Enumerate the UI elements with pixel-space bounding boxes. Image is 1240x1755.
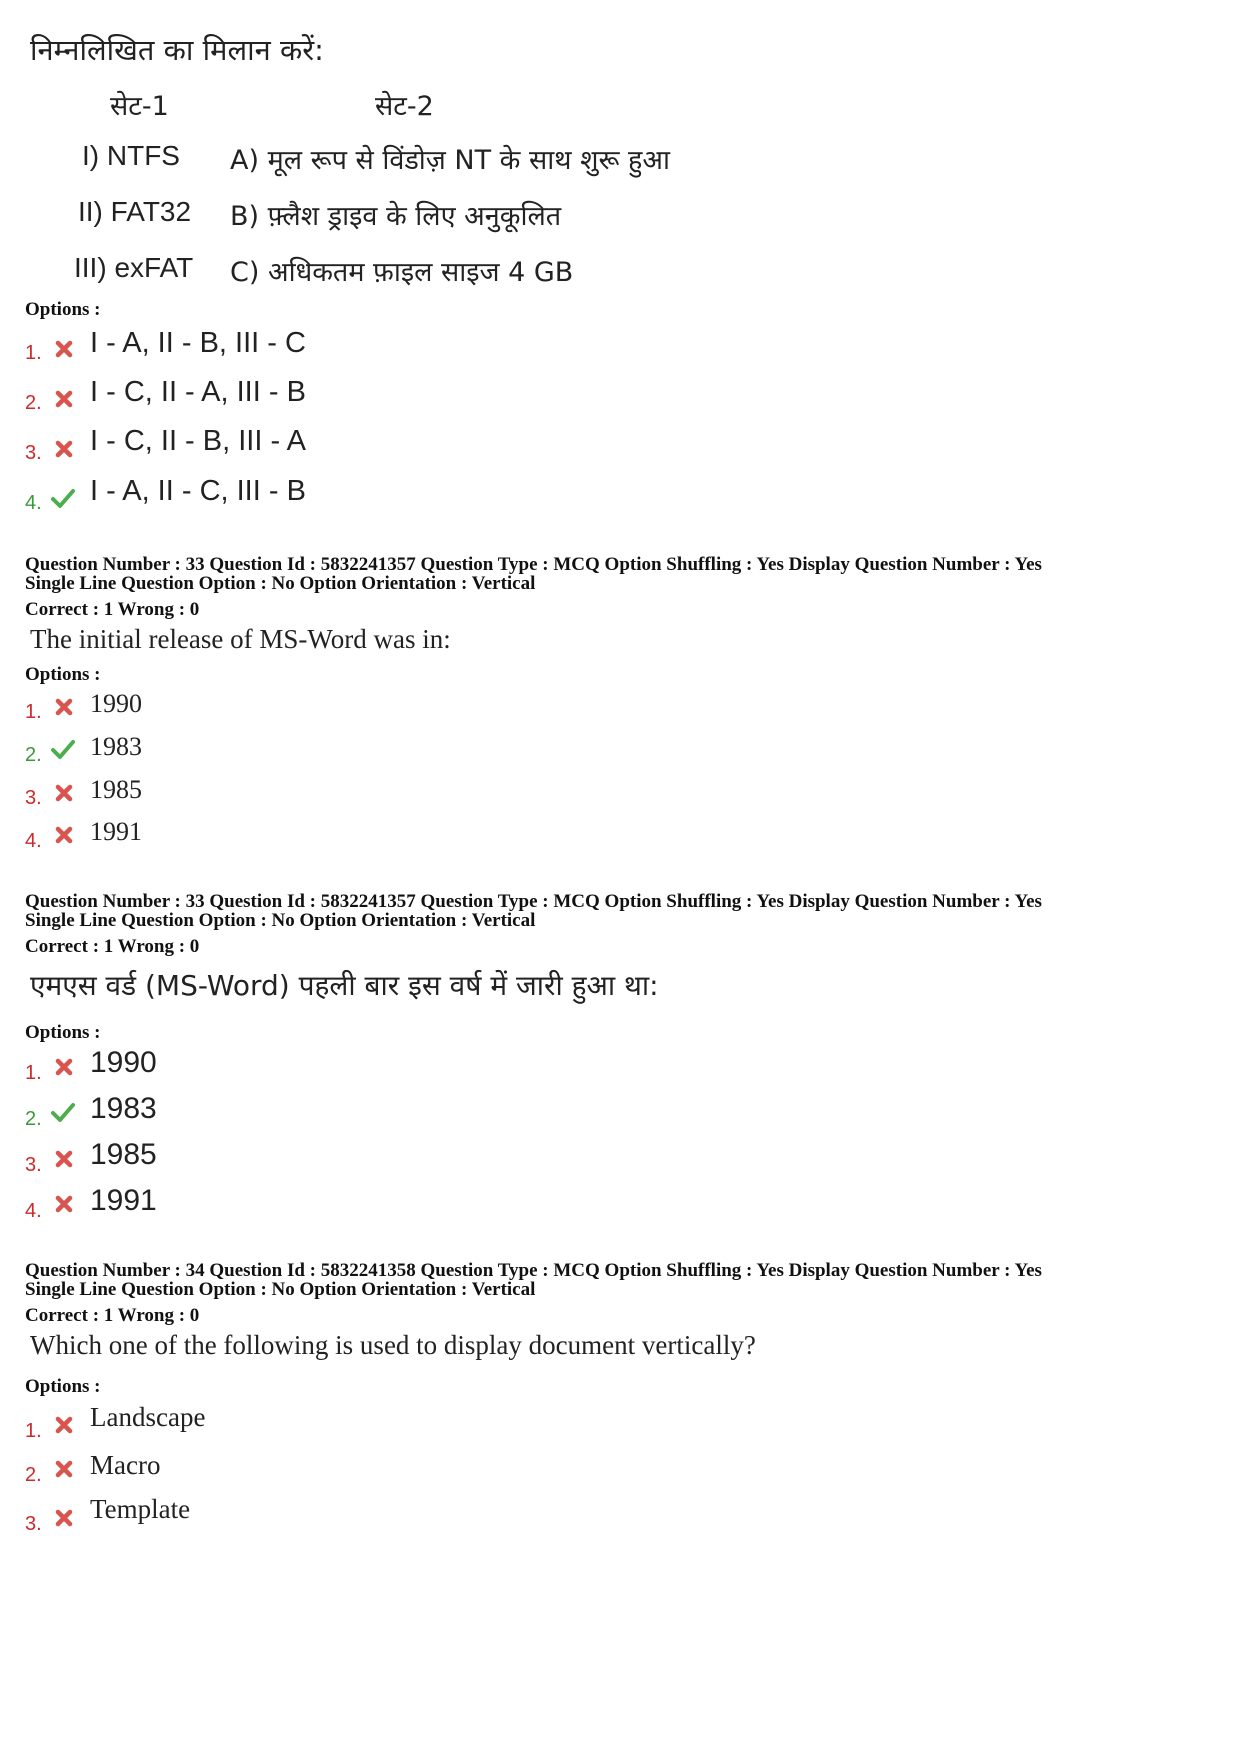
option-number: 3.: [25, 1513, 42, 1535]
option-number: 3.: [25, 1154, 42, 1176]
cross-icon: [54, 1057, 74, 1077]
option-number: 3.: [25, 787, 42, 809]
cross-icon: [54, 697, 74, 717]
options-label: Options :: [25, 1022, 101, 1043]
cross-icon: [54, 1194, 74, 1214]
match-right-3: C) अधिकतम फ़ाइल साइज 4 GB: [230, 257, 574, 288]
option-text: 1983: [90, 732, 142, 761]
option-number: 2.: [25, 392, 42, 414]
marks-info: Correct : 1 Wrong : 0: [25, 936, 200, 957]
question-meta-2: Single Line Question Option : No Option Orientation : Vertical: [25, 573, 536, 594]
cross-icon: [54, 339, 74, 359]
question-meta: Question Number : 33 Question Id : 5832241357 Question Type : MCQ Option Shuffling : Yes Display Question Number : Yes: [25, 891, 1042, 912]
cross-icon: [54, 1149, 74, 1169]
question-meta-2: Single Line Question Option : No Option Orientation : Vertical: [25, 1279, 536, 1300]
option-number: 4.: [25, 1200, 42, 1222]
option-text: 1985: [90, 775, 142, 804]
option-text: 1983: [90, 1092, 157, 1125]
option-number: 4.: [25, 830, 42, 852]
option-text: 1990: [90, 689, 142, 718]
option-number: 1.: [25, 1062, 42, 1084]
options-label: Options :: [25, 1376, 101, 1397]
cross-icon: [54, 439, 74, 459]
check-icon: [50, 487, 76, 509]
cross-icon: [54, 1459, 74, 1479]
cross-icon: [54, 825, 74, 845]
cross-icon: [54, 389, 74, 409]
option-text: 1991: [90, 817, 142, 846]
option-number: 4.: [25, 492, 42, 514]
option-text: I - A, II - B, III - C: [90, 327, 306, 359]
option-text: 1985: [90, 1138, 157, 1171]
check-icon: [50, 1101, 76, 1123]
cross-icon: [54, 1415, 74, 1435]
option-text: Landscape: [90, 1402, 206, 1432]
option-number: 1.: [25, 701, 42, 723]
options-label: Options :: [25, 299, 101, 320]
question-text: एमएस वर्ड (MS-Word) पहली बार इस वर्ष में जारी हुआ था:: [30, 969, 659, 1002]
match-right-2: B) फ़्लैश ड्राइव के लिए अनुकूलित: [230, 201, 562, 232]
match-left-3: III) exFAT: [74, 252, 194, 283]
cross-icon: [54, 1508, 74, 1528]
option-number: 2.: [25, 744, 42, 766]
question-text: Which one of the following is used to display document vertically?: [30, 1330, 756, 1360]
option-number: 3.: [25, 442, 42, 464]
option-number: 1.: [25, 342, 42, 364]
marks-info: Correct : 1 Wrong : 0: [25, 1305, 200, 1326]
match-right-1: A) मूल रूप से विंडोज़ NT के साथ शुरू हुआ: [230, 145, 670, 176]
option-text: Macro: [90, 1450, 161, 1480]
option-number: 2.: [25, 1464, 42, 1486]
match-left-2: II) FAT32: [78, 196, 192, 227]
option-text: 1991: [90, 1184, 157, 1217]
question-text: The initial release of MS-Word was in:: [30, 624, 451, 654]
set1-header: सेट-1: [110, 91, 169, 122]
q32-prompt: निम्नलिखित का मिलान करें:: [30, 33, 324, 67]
option-text: I - C, II - A, III - B: [90, 376, 306, 408]
option-text: I - C, II - B, III - A: [90, 425, 306, 457]
check-icon: [50, 738, 76, 760]
cross-icon: [54, 783, 74, 803]
option-text: Template: [90, 1494, 191, 1524]
question-meta: Question Number : 34 Question Id : 5832241358 Question Type : MCQ Option Shuffling : Yes Display Question Number : Yes: [25, 1260, 1042, 1281]
question-meta-2: Single Line Question Option : No Option Orientation : Vertical: [25, 910, 536, 931]
options-label: Options :: [25, 664, 101, 685]
match-left-1: I) NTFS: [82, 140, 180, 171]
set2-header: सेट-2: [375, 91, 434, 122]
option-text: 1990: [90, 1046, 157, 1079]
marks-info: Correct : 1 Wrong : 0: [25, 599, 200, 620]
option-text: I - A, II - C, III - B: [90, 475, 306, 507]
option-number: 1.: [25, 1420, 42, 1442]
question-meta: Question Number : 33 Question Id : 5832241357 Question Type : MCQ Option Shuffling : Yes Display Question Number : Yes: [25, 554, 1042, 575]
option-number: 2.: [25, 1108, 42, 1130]
